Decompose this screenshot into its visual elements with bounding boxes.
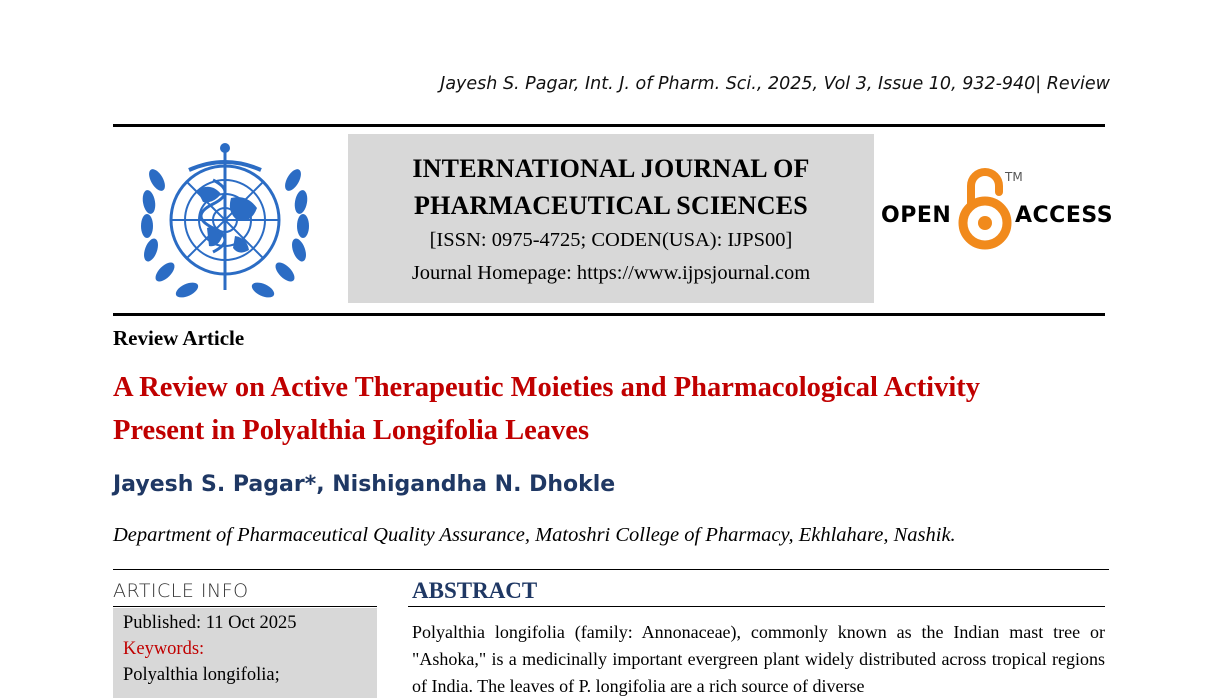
abstract-heading: ABSTRACT: [412, 578, 538, 603]
trademark-label: TM: [1005, 170, 1023, 184]
header-bottom-rule: [113, 313, 1105, 316]
abstract-text: Polyalthia longifolia (family: Annonaceae), commonly known as the Indian mast tree or "Ashoka," is a medicinally important evergreen plant widely distributed across tropical regions of India. The leaves of P. longifolia are a rich source of diverse: [412, 622, 1105, 696]
published-date: Published: 11 Oct 2025: [123, 613, 297, 633]
article-info-rule: [113, 606, 377, 607]
affiliation: Department of Pharmaceutical Quality Assurance, Matoshri College of Pharmacy, Ekhlahare, Nashik.: [113, 524, 956, 546]
keywords-label: Keywords:: [123, 639, 205, 659]
emblem-icon: [127, 140, 323, 306]
journal-issn: [ISSN: 0975-4725; CODEN(USA): IJPS00]: [429, 229, 793, 251]
keyword-item: Polyalthia longifolia;: [123, 665, 280, 685]
authors: Jayesh S. Pagar*, Nishigandha N. Dhokle: [113, 472, 616, 497]
journal-homepage: Journal Homepage: https://www.ijpsjournal.com: [411, 262, 811, 284]
article-info-heading: ARTICLE INFO: [113, 580, 249, 602]
journal-banner: [348, 134, 874, 303]
journal-title: INTERNATIONAL JOURNAL OF PHARMACEUTICAL SCIENCES: [412, 154, 810, 220]
article-type: Review Article: [113, 326, 245, 350]
abstract-rule: [408, 606, 1105, 607]
article-info-box: [113, 608, 377, 698]
top-rule: [113, 124, 1105, 127]
section-divider: [113, 569, 1109, 570]
running-header: Jayesh S. Pagar, Int. J. of Pharm. Sci., 2025, Vol 3, Issue 10, 932-940| Review: [440, 74, 1110, 94]
access-label: ACCESS: [1015, 203, 1114, 228]
journal-logo: [127, 140, 323, 306]
open-access-logo: [879, 160, 1114, 256]
paper-title: A Review on Active Therapeutic Moieties and Pharmacological Activity Present in Polyalthia Longifolia Leaves: [113, 372, 981, 446]
open-label: OPEN: [881, 203, 952, 228]
